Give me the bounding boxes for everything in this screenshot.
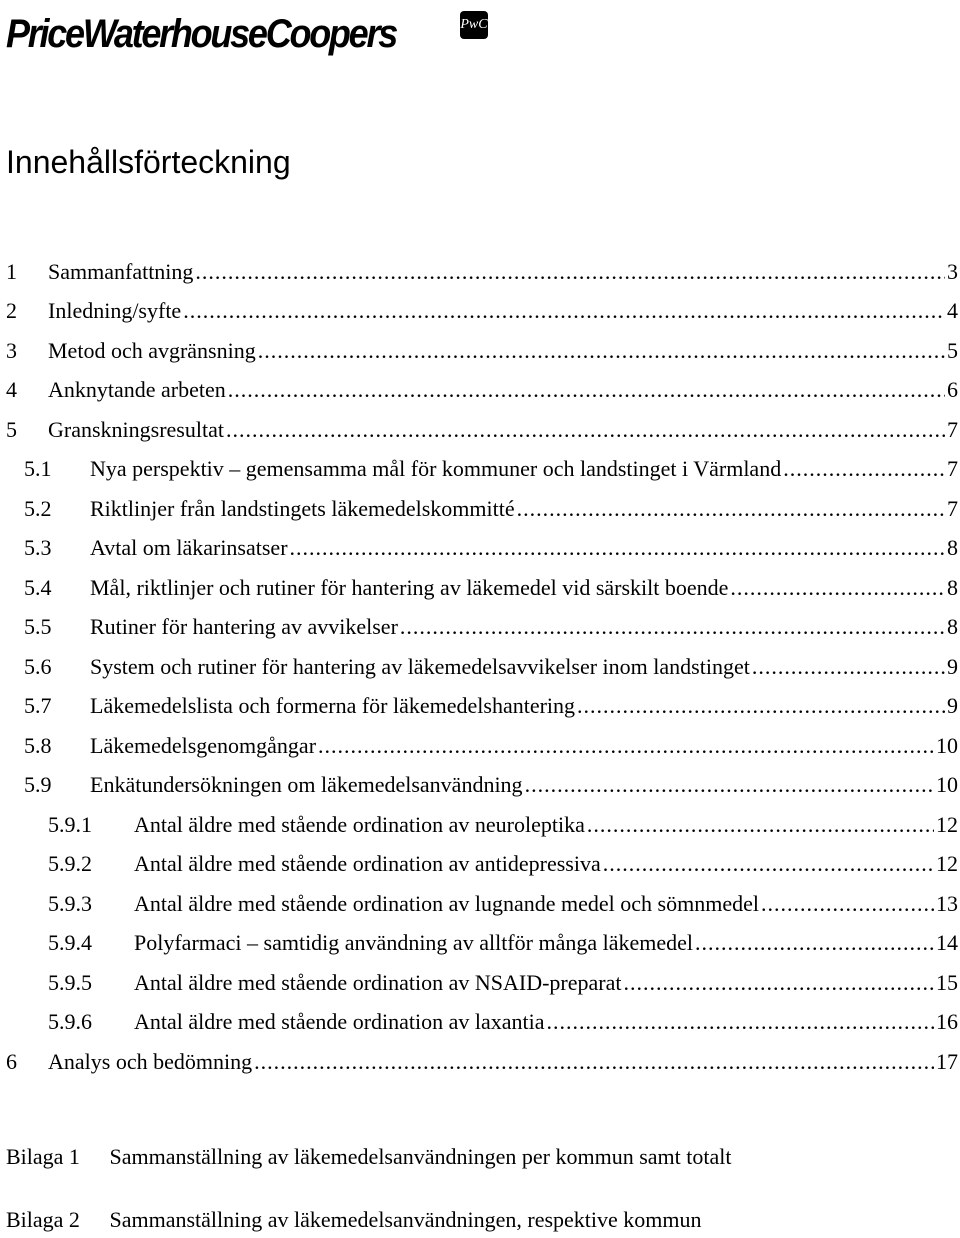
toc-entry-page: 10 [936, 772, 958, 798]
toc-entry-page: 10 [936, 732, 958, 758]
toc-entry-number: 5.4 [24, 574, 52, 600]
toc-entry-title: Läkemedelslista och formerna för läkemedelshantering [90, 693, 576, 719]
toc-entry[interactable] [0, 252, 960, 292]
toc-entry-page: 7 [947, 456, 958, 482]
toc-entry-title: Riktlinjer från landstingets läkemedelskommitté [90, 495, 515, 521]
toc-entry-number: 5.8 [24, 732, 52, 758]
toc-entry-number: 5.6 [24, 653, 52, 679]
appendix-2 [6, 1206, 702, 1234]
toc-entry-number: 2 [6, 298, 17, 324]
toc-entry-number: 3 [6, 337, 17, 363]
toc-entry-page: 3 [947, 258, 958, 284]
toc-entry-page: 8 [947, 614, 958, 640]
toc-entry-page: 12 [936, 811, 958, 837]
toc-entry[interactable] [0, 963, 960, 1003]
toc-entry[interactable] [0, 1042, 960, 1082]
toc-entry-page: 14 [936, 930, 958, 956]
toc-entry-number: 5.9.4 [48, 930, 92, 956]
dot-leader [752, 653, 945, 681]
toc-entry[interactable] [0, 489, 960, 529]
dot-leader [400, 613, 945, 641]
toc-entry-number: 5.9.2 [48, 851, 92, 877]
toc-entry-number: 6 [6, 1048, 17, 1074]
toc-entry-page: 8 [947, 535, 958, 561]
dot-leader [318, 732, 934, 760]
appendix-label: Bilaga 2 [6, 1207, 80, 1232]
toc-entry-page: 12 [936, 851, 958, 877]
dot-leader [783, 455, 945, 483]
toc-entry[interactable] [0, 568, 960, 608]
dot-leader [258, 337, 945, 365]
toc-entry-title: Granskningsresultat [48, 416, 224, 442]
toc-entry-number: 5.9.6 [48, 1009, 92, 1035]
toc-entry-number: 5.2 [24, 495, 52, 521]
logo-wordmark: PriceWaterhouseCoopers [6, 12, 396, 56]
toc-entry[interactable] [0, 410, 960, 450]
toc-entry-title: Antal äldre med stående ordination av laxantia [134, 1009, 545, 1035]
toc-entry-number: 1 [6, 258, 17, 284]
toc-entry-title: Anknytande arbeten [48, 377, 226, 403]
toc-entry[interactable] [0, 1003, 960, 1043]
toc-entry-page: 7 [947, 416, 958, 442]
toc-entry-page: 7 [947, 495, 958, 521]
toc-entry[interactable] [0, 687, 960, 727]
appendix-label: Bilaga 1 [6, 1144, 80, 1169]
page-title: Innehållsförteckning [6, 144, 291, 180]
dot-leader [183, 297, 945, 325]
dot-leader [517, 495, 945, 523]
toc-entry-page: 6 [947, 377, 958, 403]
dot-leader [761, 890, 934, 918]
dot-leader [254, 1048, 934, 1076]
toc-entry-page: 16 [936, 1009, 958, 1035]
toc-entry-number: 5.1 [24, 456, 52, 482]
dot-leader [290, 534, 945, 562]
dot-leader [226, 416, 945, 444]
appendix-text: Sammanställning av läkemedelsanvändningen per kommun samt totalt [109, 1144, 732, 1169]
toc-entry-number: 5.5 [24, 614, 52, 640]
toc-entry-number: 5.9.1 [48, 811, 92, 837]
toc-entry-page: 5 [947, 337, 958, 363]
logo-emblem-icon: PwC [460, 11, 488, 39]
toc-entry[interactable] [0, 924, 960, 964]
toc-entry-title: Rutiner för hantering av avvikelser [90, 614, 398, 640]
company-logo [6, 8, 439, 60]
appendix-text: Sammanställning av läkemedelsanvändningen, respektive kommun [109, 1207, 702, 1232]
toc-entry-title: System och rutiner för hantering av läkemedelsavvikelser inom landstinget [90, 653, 750, 679]
toc-entry[interactable] [0, 371, 960, 411]
toc-entry-page: 9 [947, 693, 958, 719]
toc-entry-number: 5.9.5 [48, 969, 92, 995]
toc-entry-title: Avtal om läkarinsatser [90, 535, 288, 561]
toc-entry-title: Inledning/syfte [48, 298, 182, 324]
toc-entry[interactable] [0, 331, 960, 371]
dot-leader [228, 376, 945, 404]
dot-leader [547, 1008, 934, 1036]
toc-entry-page: 4 [947, 298, 958, 324]
toc-entry-page: 8 [947, 574, 958, 600]
toc-entry[interactable] [0, 608, 960, 648]
toc-entry[interactable] [0, 766, 960, 806]
toc-entry-number: 5.9.3 [48, 890, 92, 916]
toc-entry-title: Sammanfattning [48, 258, 194, 284]
dot-leader [730, 574, 945, 602]
toc-entry-title: Läkemedelsgenomgångar [90, 732, 317, 758]
toc-entry-number: 5 [6, 416, 17, 442]
toc-entry-page: 9 [947, 653, 958, 679]
toc-entry-page: 17 [936, 1048, 958, 1074]
toc-entry-title: Antal äldre med stående ordination av NSAID-preparat [134, 969, 622, 995]
toc-entry-page: 15 [936, 969, 958, 995]
toc-entry-title: Antal äldre med stående ordination av neuroleptika [134, 811, 585, 837]
toc-entry-title: Analys och bedömning [48, 1048, 253, 1074]
toc-entry-title: Mål, riktlinjer och rutiner för hantering av läkemedel vid särskilt boende [90, 574, 729, 600]
table-of-contents [0, 252, 960, 1082]
toc-entry-page: 13 [936, 890, 958, 916]
dot-leader [587, 811, 934, 839]
toc-entry[interactable] [0, 647, 960, 687]
toc-entry[interactable] [0, 845, 960, 885]
toc-entry[interactable] [0, 292, 960, 332]
toc-entry-title: Polyfarmaci – samtidig användning av alltför många läkemedel [134, 930, 693, 956]
dot-leader [695, 929, 934, 957]
toc-entry-number: 5.9 [24, 772, 52, 798]
toc-entry[interactable] [0, 805, 960, 845]
toc-entry[interactable] [0, 529, 960, 569]
toc-entry-title: Antal äldre med stående ordination av lugnande medel och sömnmedel [134, 890, 759, 916]
toc-entry-title: Nya perspektiv – gemensamma mål för kommuner och landstinget i Värmland [90, 456, 782, 482]
dot-leader [603, 850, 934, 878]
toc-entry[interactable] [0, 884, 960, 924]
toc-entry-title: Metod och avgränsning [48, 337, 256, 363]
dot-leader [195, 258, 945, 286]
toc-entry-title: Antal äldre med stående ordination av antidepressiva [134, 851, 601, 877]
toc-entry[interactable] [0, 450, 960, 490]
toc-entry-number: 5.3 [24, 535, 52, 561]
toc-entry-title: Enkätundersökningen om läkemedelsanvändning [90, 772, 523, 798]
toc-entry-number: 4 [6, 377, 17, 403]
dot-leader [624, 969, 935, 997]
dot-leader [577, 692, 945, 720]
appendix-1 [6, 1143, 731, 1171]
toc-entry-number: 5.7 [24, 693, 52, 719]
dot-leader [525, 771, 934, 799]
toc-entry[interactable] [0, 726, 960, 766]
